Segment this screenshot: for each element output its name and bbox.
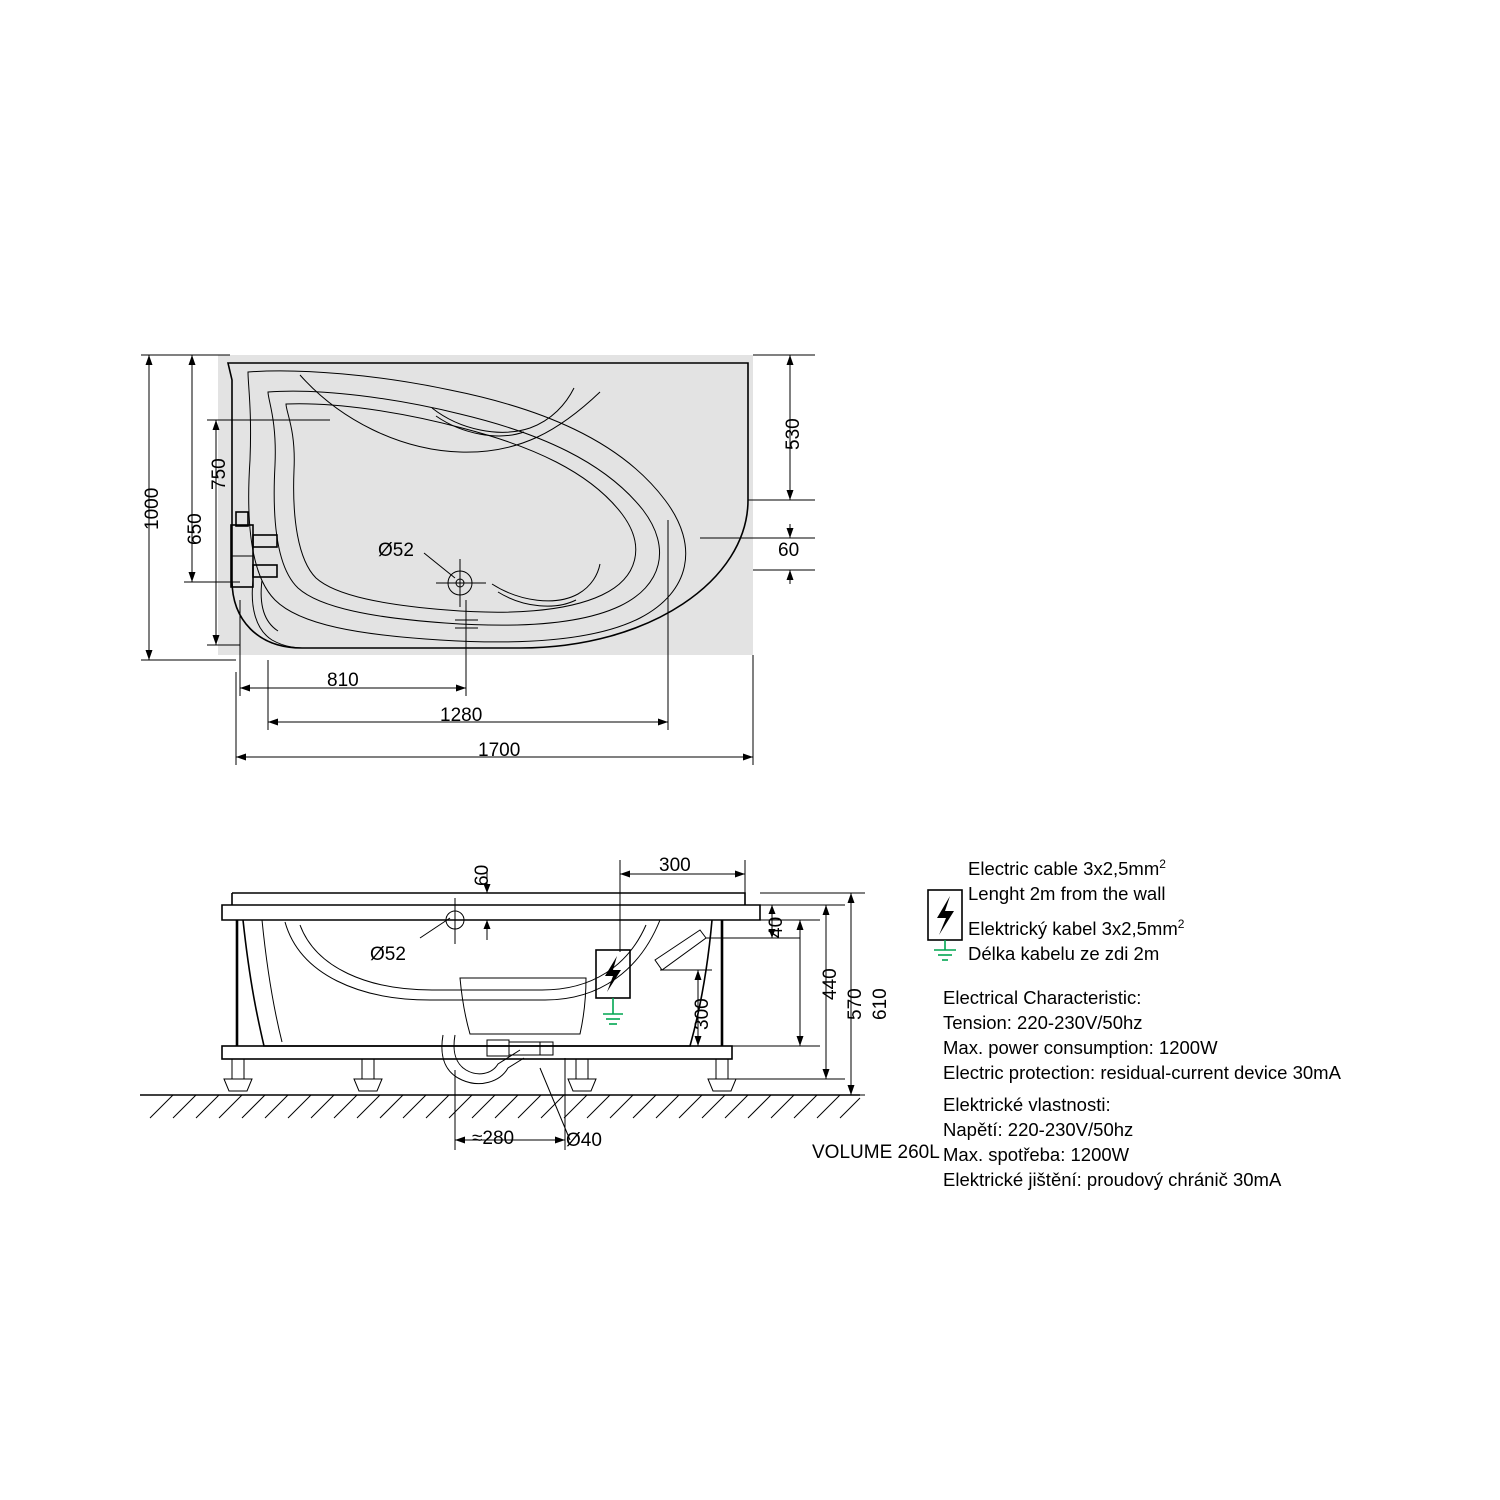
dim-depth-650: 650 xyxy=(185,513,206,545)
specs-en-line-1: Tension: 220-230V/50hz xyxy=(943,1012,1143,1033)
specs-en-line-2: Max. power consumption: 1200W xyxy=(943,1037,1218,1058)
dim-apron-top-40: 40 xyxy=(766,916,787,938)
dim-rim-thickness-60: 60 xyxy=(472,864,493,886)
dim-cable-box-offset-300: 300 xyxy=(659,855,691,876)
specs-en-line-3: Electric protection: residual-current device 30mA xyxy=(943,1062,1341,1083)
dim-overall-width-1700: 1700 xyxy=(478,740,521,761)
dim-height-440: 440 xyxy=(820,968,841,1000)
top-plan-view-geometry xyxy=(218,355,790,655)
specs-en-heading: Electrical Characteristic: xyxy=(943,987,1142,1008)
dim-corner-60: 60 xyxy=(778,540,800,561)
specs-cz-heading: Elektrické vlastnosti: xyxy=(943,1094,1111,1115)
dim-height-570: 570 xyxy=(845,988,866,1020)
dim-tap-offset-810: 810 xyxy=(327,670,359,691)
callout-waste-diameter-section: Ø52 xyxy=(370,944,406,965)
specs-cz-line-2: Max. spotřeba: 1200W xyxy=(943,1144,1130,1165)
legend-cable-cz xyxy=(968,912,1184,966)
dim-trap-offset-280: ≈280 xyxy=(472,1128,515,1149)
dim-depth-530: 530 xyxy=(783,418,804,450)
legend-cable-cz-line1: Elektrický kabel $3x2,5mm^2$ xyxy=(968,917,1185,940)
dim-height-610: 610 xyxy=(870,988,891,1020)
legend-electric-icon-geometry xyxy=(928,890,962,960)
legend-cable-en-line1: Electric cable $3x2,5mm^2$ xyxy=(968,857,1166,880)
dim-depth-750: 750 xyxy=(209,458,230,490)
specs-cz-line-1: Napětí: 220-230V/50hz xyxy=(943,1119,1134,1140)
specs-en-block xyxy=(943,985,1341,1085)
specs-cz-line-3: Elektrické jištění: proudový chránič 30mA xyxy=(943,1169,1282,1190)
specs-cz-block xyxy=(943,1092,1281,1192)
support-feet xyxy=(224,1059,736,1091)
volume-label: VOLUME 260L xyxy=(812,1142,940,1163)
callout-waste-diameter-plan: Ø52 xyxy=(378,540,414,561)
legend-cable-en xyxy=(968,852,1166,906)
dim-inner-width-1280: 1280 xyxy=(440,705,483,726)
legend-cable-cz-line2: Délka kabelu ze zdi 2m xyxy=(968,943,1160,965)
front-section-view-geometry xyxy=(140,893,860,1118)
dim-overall-depth-1000: 1000 xyxy=(142,487,163,530)
dim-inner-depth-300: 300 xyxy=(692,998,713,1030)
section-dimension-lines xyxy=(420,860,865,1150)
legend-cable-en-line2: Lenght 2m from the wall xyxy=(968,883,1166,905)
callout-drain-diameter: Ø40 xyxy=(566,1130,602,1151)
